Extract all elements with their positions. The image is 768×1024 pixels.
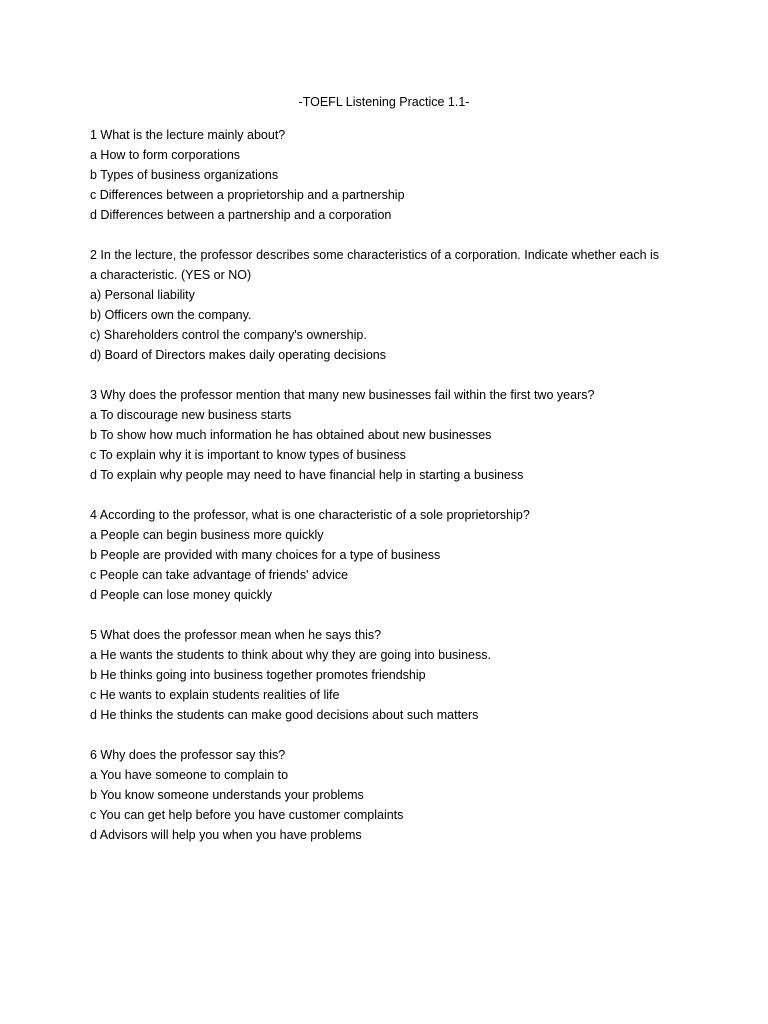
answer-option-c: c To explain why it is important to know types of business [90, 448, 406, 462]
question-1 [90, 125, 690, 225]
answer-option-c: c) Shareholders control the company's ownership. [90, 328, 367, 342]
answer-option-a: a You have someone to complain to [90, 768, 289, 782]
answer-option-d: d To explain why people may need to have financial help in starting a business [90, 468, 524, 482]
question-4 [90, 505, 690, 605]
answer-option-a: a How to form corporations [90, 148, 241, 162]
question-text: 1 What is the lecture mainly about? [90, 128, 286, 142]
answer-option-b: b He thinks going into business together promotes friendship [90, 668, 426, 682]
answer-option-c: c People can take advantage of friends' advice [90, 568, 349, 582]
answer-option-c: c You can get help before you have customer complaints [90, 808, 404, 822]
answer-option-a: a To discourage new business starts [90, 408, 292, 422]
answer-option-b: b People are provided with many choices for a type of business [90, 548, 441, 562]
answer-option-b: b) Officers own the company. [90, 308, 252, 322]
answer-option-d: d Differences between a partnership and a corporation [90, 208, 392, 222]
question-text-continued: a characteristic. (YES or NO) [90, 268, 252, 282]
answer-option-d: d) Board of Directors makes daily operating decisions [90, 348, 386, 362]
question-6 [90, 745, 690, 845]
answer-option-b: b Types of business organizations [90, 168, 279, 182]
question-text: 4 According to the professor, what is one characteristic of a sole proprietorship? [90, 508, 530, 522]
answer-option-b: b To show how much information he has obtained about new businesses [90, 428, 492, 442]
question-text: 2 In the lecture, the professor describes some characteristics of a corporation. Indicate whether each is [90, 248, 660, 262]
answer-option-a: a) Personal liability [90, 288, 195, 302]
question-3 [90, 385, 690, 485]
question-list [90, 125, 690, 865]
question-text: 5 What does the professor mean when he says this? [90, 628, 382, 642]
answer-option-d: d He thinks the students can make good decisions about such matters [90, 708, 479, 722]
answer-option-d: d People can lose money quickly [90, 588, 273, 602]
answer-option-a: a People can begin business more quickly [90, 528, 324, 542]
question-5 [90, 625, 690, 725]
answer-option-a: a He wants the students to think about why they are going into business. [90, 648, 491, 662]
answer-option-b: b You know someone understands your problems [90, 788, 364, 802]
question-text: 3 Why does the professor mention that many new businesses fail within the first two years? [90, 388, 595, 402]
answer-option-c: c Differences between a proprietorship and a partnership [90, 188, 405, 202]
answer-option-d: d Advisors will help you when you have problems [90, 828, 362, 842]
question-text: 6 Why does the professor say this? [90, 748, 286, 762]
document-title: -TOEFL Listening Practice 1.1- [298, 95, 470, 109]
question-2 [90, 245, 690, 365]
answer-option-c: c He wants to explain students realities of life [90, 688, 340, 702]
